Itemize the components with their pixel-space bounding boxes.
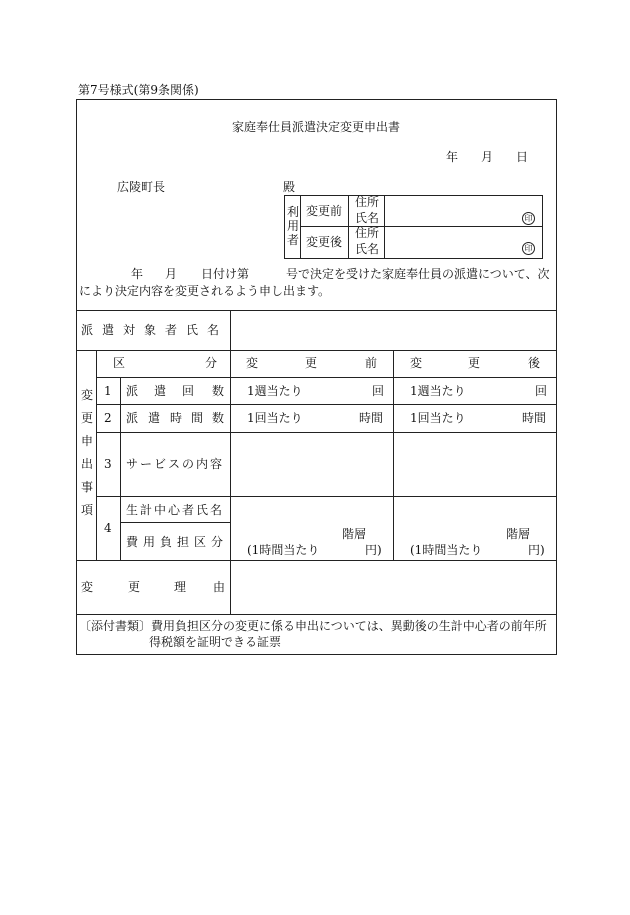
row4-label-b-5: 区 <box>194 535 207 549</box>
row2-label-5: 数 <box>212 411 225 425</box>
row1-before-unit: 回 <box>372 384 385 398</box>
after-label: 変更後 <box>306 235 343 249</box>
row4-label-b-2: 用 <box>143 535 156 549</box>
before-address-label: 住所 <box>355 195 380 209</box>
row4-label-b-1: 費 <box>126 535 139 549</box>
row3-label: サービスの内容 <box>126 457 225 471</box>
body-line2: により決定内容を変更されるよう申し出ます。 <box>79 284 331 298</box>
reason-label-1: 変 <box>81 580 94 594</box>
header-category-2: 分 <box>205 356 218 370</box>
target-label-4: 象 <box>144 323 157 337</box>
row2-after-unit: 時間 <box>522 411 547 425</box>
section-label-3: 申 <box>81 434 94 448</box>
target-label-1: 派 <box>81 323 94 337</box>
reason-label-3: 理 <box>174 580 187 594</box>
before-seal-icon: 印 <box>522 212 535 225</box>
header-category-1: 区 <box>113 356 126 370</box>
row4-before-level: 階層 <box>342 527 367 541</box>
applicant-label-2: 用 <box>287 219 300 233</box>
section-label-2: 更 <box>81 411 94 425</box>
form-title: 家庭奉仕員派遣決定変更申出書 <box>232 120 401 134</box>
date-day: 日 <box>516 150 529 164</box>
row4-after-hourly: (1時間当たり <box>410 543 483 557</box>
row3-num: 3 <box>104 457 112 471</box>
row2-before-unit: 時間 <box>359 411 384 425</box>
body-month: 月 <box>165 267 178 281</box>
header-after-2: 更 <box>468 356 481 370</box>
row4-num: 4 <box>104 521 112 535</box>
row4-label-b-3: 負 <box>160 535 173 549</box>
before-name-label: 氏名 <box>355 211 380 225</box>
addressee-name: 広陵町長 <box>117 180 166 194</box>
applicant-label-3: 者 <box>287 233 300 247</box>
body-year: 年 <box>131 267 144 281</box>
row2-label-2: 遣 <box>148 411 161 425</box>
row1-num: 1 <box>104 384 112 398</box>
section-label-5: 事 <box>81 480 94 494</box>
after-address-label: 住所 <box>355 226 380 240</box>
row2-label-3: 時 <box>170 411 183 425</box>
row1-label-1: 派 <box>126 384 139 398</box>
row2-label-4: 間 <box>191 411 204 425</box>
row2-num: 2 <box>104 411 112 425</box>
reason-label-2: 更 <box>128 580 141 594</box>
row1-after-value: 1週当たり <box>410 384 466 398</box>
row1-label-4: 数 <box>212 384 225 398</box>
target-label-2: 遣 <box>102 323 115 337</box>
header-after-3: 後 <box>528 356 541 370</box>
row1-after-unit: 回 <box>535 384 548 398</box>
row4-before-yen: 円) <box>365 543 382 557</box>
addressee-honorific: 殿 <box>283 180 296 194</box>
row2-after-value: 1回当たり <box>410 411 466 425</box>
date-month: 月 <box>481 150 494 164</box>
header-before-2: 更 <box>305 356 318 370</box>
row2-before-value: 1回当たり <box>247 411 303 425</box>
row4-after-level: 階層 <box>506 527 531 541</box>
reason-label-4: 由 <box>213 580 226 594</box>
after-name-label: 氏名 <box>355 242 380 256</box>
header-before-1: 変 <box>246 356 259 370</box>
after-seal-icon: 印 <box>522 242 535 255</box>
attachments-line1: 〔添付書類〕費用負担区分の変更に係る申出については、異動後の生計中心者の前年所 <box>79 619 547 633</box>
row1-label-2: 遣 <box>154 384 167 398</box>
date-year: 年 <box>446 150 459 164</box>
target-label-3: 対 <box>123 323 136 337</box>
target-label-5: 者 <box>165 323 178 337</box>
before-label: 変更前 <box>306 204 343 218</box>
form-number: 第7号様式(第9条関係) <box>78 83 199 97</box>
row1-label-3: 回 <box>182 384 195 398</box>
section-label-6: 項 <box>81 503 94 517</box>
attachments-line2: 得税額を証明できる証票 <box>149 635 282 649</box>
row4-before-hourly: (1時間当たり <box>247 543 320 557</box>
header-before-3: 前 <box>365 356 378 370</box>
row4-label-b-4: 担 <box>177 535 190 549</box>
target-label-7: 名 <box>207 323 220 337</box>
row1-before-value: 1週当たり <box>247 384 303 398</box>
section-label-4: 出 <box>81 457 94 471</box>
header-after-1: 変 <box>410 356 423 370</box>
target-label-6: 氏 <box>186 323 199 337</box>
section-label-1: 変 <box>81 388 94 402</box>
row4-label-b-6: 分 <box>211 535 224 549</box>
row2-label-1: 派 <box>126 411 139 425</box>
row4-after-yen: 円) <box>528 543 545 557</box>
body-number: 号で決定を受けた家庭奉仕員の派遣について、次 <box>286 267 550 281</box>
body-day: 日付け第 <box>201 267 250 281</box>
row4-label-a: 生計中心者氏名 <box>126 503 225 517</box>
applicant-label-1: 利 <box>287 205 300 219</box>
